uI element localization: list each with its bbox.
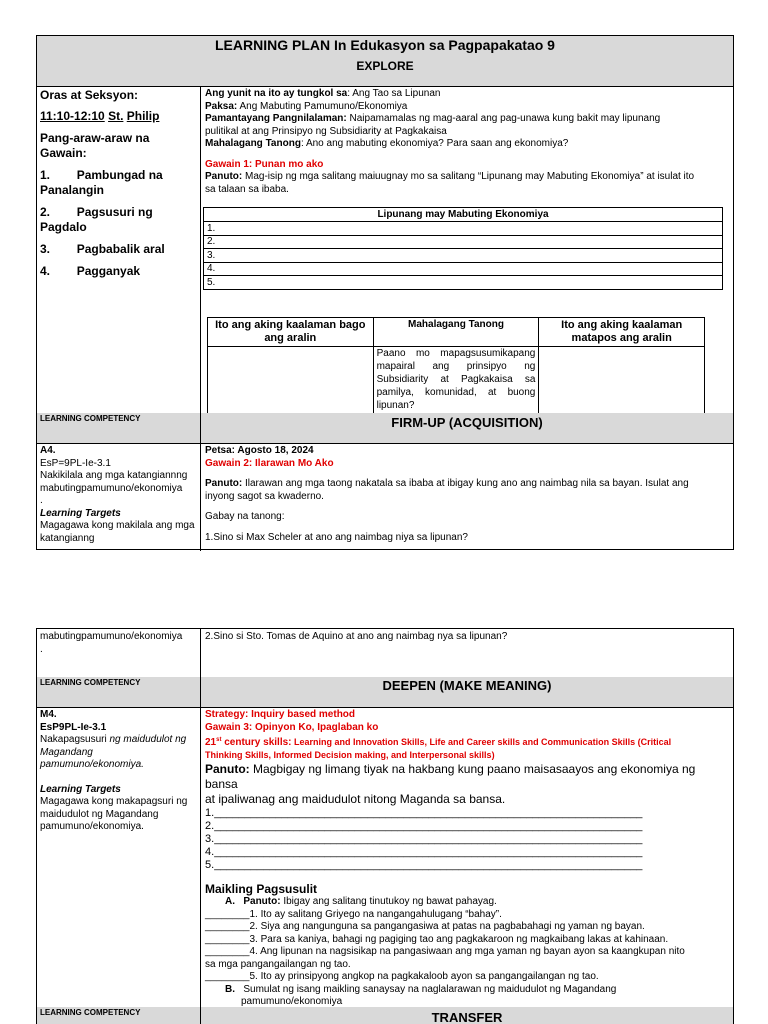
firmup-title: FIRM-UP (ACQUISITION)	[391, 415, 543, 430]
stage-label: EXPLORE	[356, 59, 414, 73]
quiz-panuto: A. Panuto: Ibigay ang salitang tinutukoy ng bawat pahayag.	[225, 896, 497, 907]
lipunan-table	[203, 207, 723, 290]
kwl-question-header: Mahalagang Tanong	[373, 318, 539, 347]
plan-title: LEARNING PLAN In Edukasyon sa Pagpapakatao 9	[215, 37, 555, 53]
strategy: Strategy: Inquiry based method	[205, 709, 356, 720]
deepen-content	[201, 707, 733, 1007]
blank-line: 2.______________________________________________________________________	[205, 820, 643, 832]
lipunan-row: 4.	[204, 262, 723, 276]
essay-item: B. Sumulat ng isang maikling sanaysay na naglalarawan ng maidudulot ng Magandang pamumuno/ekonomiya	[225, 983, 617, 1007]
lesson-plan-page-1	[36, 35, 734, 550]
lipunan-row: 1.	[204, 222, 723, 236]
gawain1-panuto: Panuto: Mag-isip ng mga salitang maiuugnay mo sa salitang “Lipunang may Mabuting Ekonomiya” at isulat ito sa talaan sa ibaba.	[205, 171, 695, 195]
activity-item: 3. Pagbabalik aral	[40, 242, 165, 256]
oras-label: Oras at Seksyon:	[40, 88, 139, 102]
gawain3-panuto: Panuto: Magbigay ng limang tiyak na hakbang kung paano maisasaayos ang ekonomiya ng bansa at ipaliwanag ang maidudulot nitong Maganda sa bansa.	[205, 762, 696, 806]
yunit-line: Ang yunit na ito ay tungkol sa: Ang Tao sa Lipunan	[205, 88, 441, 99]
lesson-plan-page-2	[36, 628, 734, 1024]
kwl-after-cell	[539, 347, 705, 414]
gawain2-panuto: Panuto: Ilarawan ang mga taong nakatala sa ibaba at ibigay kung ano ang naimbag nila sa bayan. Isulat ang inyong sagot sa kwaderno.	[205, 478, 689, 502]
lc-label-2: LEARNING COMPETENCY	[37, 677, 201, 707]
kwl-table	[207, 317, 705, 414]
kwl-question-text: Paano mo mapagsusumikapang mapairal ang prinsipyo ng Subsidiarity at Pagkakaisa sa pamilya, komunidad, at buong lipunan?	[373, 347, 539, 414]
blank-line: 4.______________________________________________________________________	[205, 846, 643, 858]
continued-dot: .	[40, 643, 43, 655]
transfer-title: TRANSFER	[431, 1010, 503, 1024]
lipunan-row: 3.	[204, 249, 723, 263]
kwl-after-header: Ito ang aking kaalaman matapos ang aralin	[539, 318, 705, 347]
skills: 21st century skills: Learning and Innovation Skills, Life and Career skills and Communication Skills (Critical Thinking Skills, Informed Decision making, and Interpersonal skills)	[205, 737, 672, 760]
schedule-column	[37, 86, 201, 413]
gawain3-title: Gawain 3: Opinyon Ko, Ipaglaban ko	[205, 721, 379, 733]
targets: Magagawa kong makilala ang mga katangianng	[40, 520, 195, 544]
competency: Nakapagsusuri ng maidudulot ng Magandang pamumuno/ekonomiya.	[40, 734, 187, 770]
code: M4.	[40, 709, 57, 720]
targets-label: Learning Targets	[40, 783, 121, 795]
competency: Nakikilala ang mga katangiannng mabutingpamumuno/ekonomiya	[40, 470, 188, 494]
continued-competency	[37, 629, 201, 677]
transfer-band	[37, 1007, 733, 1024]
activity-item: 1. Pambungad na Panalangin	[40, 168, 163, 197]
continued-text: mabutingpamumuno/ekonomiya	[40, 631, 183, 642]
gawain-label: Pang-araw-araw na Gawain:	[40, 131, 150, 160]
code: A4.	[40, 445, 56, 456]
pamantayan-line: Pamantayang Pangnilalaman: Naipamamalas ng mag-aaral ang pag-unawa kung bakit may lipunang pulitikal at ang Prinsipyo ng Subsidiarity at Pagkakaisa	[205, 113, 661, 137]
header-band	[37, 36, 733, 86]
tanong-line: Mahalagang Tanong: Ano ang mabuting ekonomiya? Para saan ang ekonomiya?	[205, 138, 569, 149]
lc-label-3: LEARNING COMPETENCY	[37, 1007, 201, 1024]
time-section: 11:10-12:10 St. Philip	[40, 109, 160, 123]
lipunan-table-header: Lipunang may Mabuting Ekonomiya	[204, 208, 723, 222]
gawain1-title: Gawain 1: Punan mo ako	[205, 158, 324, 170]
maikling-title: Maikling Pagsusulit	[205, 882, 318, 896]
activity-item: 2. Pagsusuri ng Pagdalo	[40, 205, 153, 234]
question-1: 1.Sino si Max Scheler at ano ang naimbag niya sa lipunan?	[205, 531, 468, 543]
firmup-band	[37, 413, 733, 443]
code2: EsP9PL-Ie-3.1	[40, 721, 107, 733]
lipunan-row: 5.	[204, 276, 723, 290]
quiz-item: ________2. Siya ang nangunguna sa pangangasiwa at patas na pagbabahagi ng yaman ng bayan.	[205, 921, 645, 932]
quiz-item: ________3. Para sa kaniya, bahagi ng pagiging tao ang pagkakaroon ng magkaibang lakas at kahinaan.	[205, 933, 669, 945]
firmup-competency	[37, 443, 201, 551]
explore-content	[201, 86, 733, 413]
targets-label: Learning Targets	[40, 507, 121, 519]
lc-label: LEARNING COMPETENCY	[37, 413, 201, 443]
blank-line: 1.______________________________________________________________________	[205, 807, 643, 819]
deepen-competency	[37, 707, 201, 1007]
gawain2-title: Gawain 2: Ilarawan Mo Ako	[205, 457, 334, 469]
code2: EsP=9PL-Ie-3.1	[40, 457, 111, 469]
quiz-item: ________5. Ito ay prinsipyong angkop na pagkakaloob ayon sa pangangailangan ng tao.	[205, 971, 599, 982]
quiz-item: ________4. Ang lipunan na nagsisikap na pangasiwaan ang mga yaman ng bayan ayon sa kaangkupan nito sa mga pangangailangan ng tao.	[205, 946, 685, 970]
paksa-line: Paksa: Ang Mabuting Pamumuno/Ekonomiya	[205, 100, 408, 112]
targets: Magagawa kong makapagsuri ng maidudulot ng Magandang pamumuno/ekonomiya.	[40, 796, 188, 832]
dot: .	[40, 495, 43, 506]
kwl-before-header: Ito ang aking kaalaman bago ang aralin	[208, 318, 374, 347]
blank-line: 3.______________________________________________________________________	[205, 833, 643, 845]
kwl-before-cell	[208, 347, 374, 414]
deepen-band	[37, 677, 733, 707]
quiz-item: ________1. Ito ay salitang Griyego na nangangahulugang “bahay”.	[205, 908, 502, 920]
lipunan-row: 2.	[204, 235, 723, 249]
continued-content	[201, 629, 733, 677]
gabay: Gabay na tanong:	[205, 511, 285, 522]
deepen-title: DEEPEN (MAKE MEANING)	[382, 678, 552, 693]
petsa: Petsa: Agosto 18, 2024	[205, 445, 314, 456]
question-2: 2.Sino si Sto. Tomas de Aquino at ano ang naimbag nya sa lipunan?	[205, 631, 508, 642]
activity-item: 4. Pagganyak	[40, 264, 141, 278]
blank-line: 5.______________________________________________________________________	[205, 859, 643, 871]
firmup-content	[201, 443, 733, 551]
